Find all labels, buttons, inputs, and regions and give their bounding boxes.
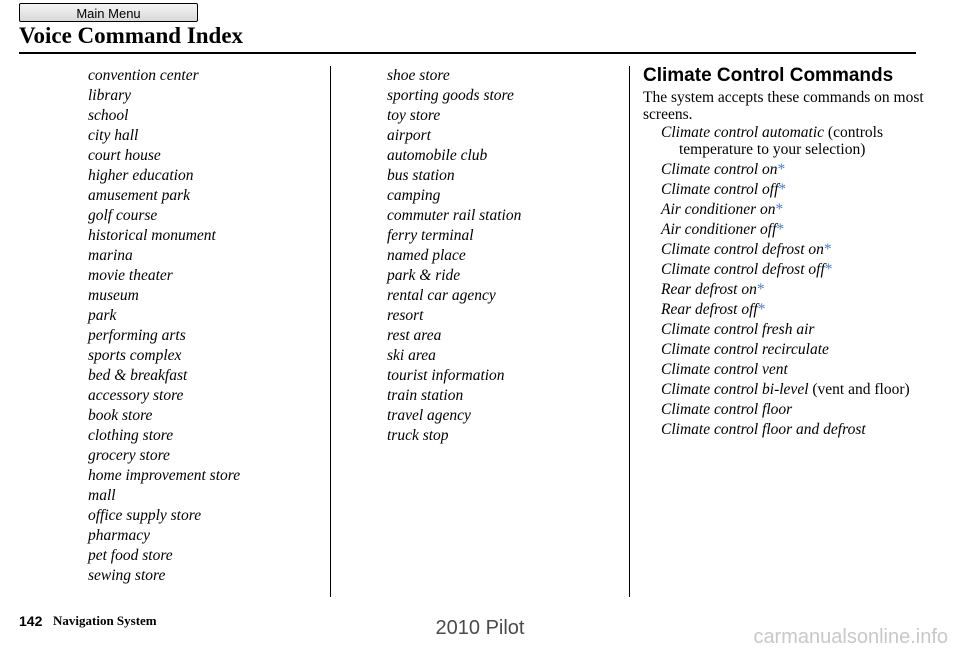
list-item: court house <box>88 147 161 164</box>
list-item: travel agency <box>387 407 471 424</box>
list-item: park & ride <box>387 267 461 284</box>
list-item: grocery store <box>88 447 170 464</box>
list-item: bed & breakfast <box>88 367 188 384</box>
section-intro: The system accepts these commands on most screens. <box>643 89 924 123</box>
list-item: tourist information <box>387 367 505 384</box>
asterisk-icon: * <box>777 161 786 178</box>
list-item: commuter rail station <box>387 207 522 224</box>
model-watermark: 2010 Pilot <box>435 617 525 639</box>
list-item: pet food store <box>88 547 173 564</box>
list-item: movie theater <box>88 267 173 284</box>
list-item: sports complex <box>88 347 182 364</box>
section-title: Climate Control Commands <box>643 65 894 86</box>
command-text: Rear defrost on <box>661 281 757 298</box>
list-item: sporting goods store <box>387 87 514 104</box>
list-item: amusement park <box>88 187 191 204</box>
climate-command-item <box>661 341 923 358</box>
command-text: Climate control bi-level <box>661 381 809 398</box>
list-item: pharmacy <box>88 527 150 544</box>
asterisk-icon: * <box>776 221 785 238</box>
command-text: Climate control defrost off <box>661 261 825 278</box>
command-text: Climate control recirculate <box>661 341 829 358</box>
list-item: airport <box>387 127 431 144</box>
list-item: office supply store <box>88 507 202 524</box>
climate-command-item <box>661 361 923 378</box>
main-menu-button[interactable]: Main Menu <box>19 3 198 22</box>
list-item: mall <box>88 487 116 504</box>
list-item: named place <box>387 247 466 264</box>
climate-command-list <box>661 124 923 441</box>
climate-command-item <box>661 241 923 258</box>
command-text: Climate control fresh air <box>661 321 815 338</box>
list-item: automobile club <box>387 147 488 164</box>
climate-command-item <box>661 321 923 338</box>
list-item: book store <box>88 407 153 424</box>
list-item: shoe store <box>387 67 450 84</box>
list-item: park <box>88 307 117 324</box>
list-item: ferry terminal <box>387 227 474 244</box>
list-item: rest area <box>387 327 442 344</box>
command-text: Climate control automatic <box>661 124 825 141</box>
command-note: (vent and floor) <box>808 381 910 398</box>
page-title: Voice Command Index <box>19 23 244 48</box>
destination-list-column-1 <box>88 66 240 586</box>
destination-list-column-2 <box>387 66 521 446</box>
list-item: historical monument <box>88 227 216 244</box>
list-item: home improvement store <box>88 467 241 484</box>
list-item: camping <box>387 187 441 204</box>
command-text: Climate control defrost on <box>661 241 824 258</box>
climate-command-item <box>661 161 923 178</box>
asterisk-icon: * <box>757 301 766 318</box>
climate-command-item <box>661 301 923 318</box>
list-item: resort <box>387 307 424 324</box>
column-divider-1 <box>330 66 331 597</box>
list-item: library <box>88 87 132 104</box>
climate-command-item <box>661 221 923 238</box>
list-item: school <box>88 107 129 124</box>
list-item: toy store <box>387 107 441 124</box>
command-text: Climate control vent <box>661 361 788 378</box>
command-text: Air conditioner on <box>661 201 776 218</box>
list-item: ski area <box>387 347 436 364</box>
climate-command-item <box>661 381 923 398</box>
climate-command-item <box>661 421 923 438</box>
asterisk-icon: * <box>778 181 787 198</box>
climate-command-item <box>661 201 923 218</box>
climate-command-item <box>661 124 923 158</box>
list-item: sewing store <box>88 567 166 584</box>
site-watermark: carmanualsonline.info <box>753 626 948 648</box>
header-divider <box>19 52 916 54</box>
command-text: Climate control floor <box>661 401 793 418</box>
command-text: Air conditioner off <box>661 221 777 238</box>
page-number: 142 <box>19 613 43 629</box>
list-item: marina <box>88 247 133 264</box>
asterisk-icon: * <box>824 261 833 278</box>
list-item: golf course <box>88 207 158 224</box>
list-item: train station <box>387 387 464 404</box>
list-item: accessory store <box>88 387 184 404</box>
list-item: convention center <box>88 67 199 84</box>
list-item: city hall <box>88 127 139 144</box>
climate-command-item <box>661 181 923 198</box>
command-text: Rear defrost off <box>661 301 758 318</box>
command-note: (controls temperature to your selection) <box>679 124 884 158</box>
command-text: Climate control floor and defrost <box>661 421 866 438</box>
asterisk-icon: * <box>775 201 784 218</box>
list-item: performing arts <box>88 327 186 344</box>
list-item: museum <box>88 287 139 304</box>
list-item: bus station <box>387 167 455 184</box>
climate-command-item <box>661 401 923 418</box>
list-item: higher education <box>88 167 194 184</box>
command-text: Climate control on <box>661 161 778 178</box>
asterisk-icon: * <box>823 241 832 258</box>
climate-command-item <box>661 281 923 298</box>
footer-section-label: Navigation System <box>53 613 157 628</box>
list-item: rental car agency <box>387 287 496 304</box>
list-item: clothing store <box>88 427 174 444</box>
column-divider-2 <box>629 66 630 597</box>
list-item: truck stop <box>387 427 449 444</box>
climate-command-item <box>661 261 923 278</box>
asterisk-icon: * <box>756 281 765 298</box>
command-text: Climate control off <box>661 181 779 198</box>
